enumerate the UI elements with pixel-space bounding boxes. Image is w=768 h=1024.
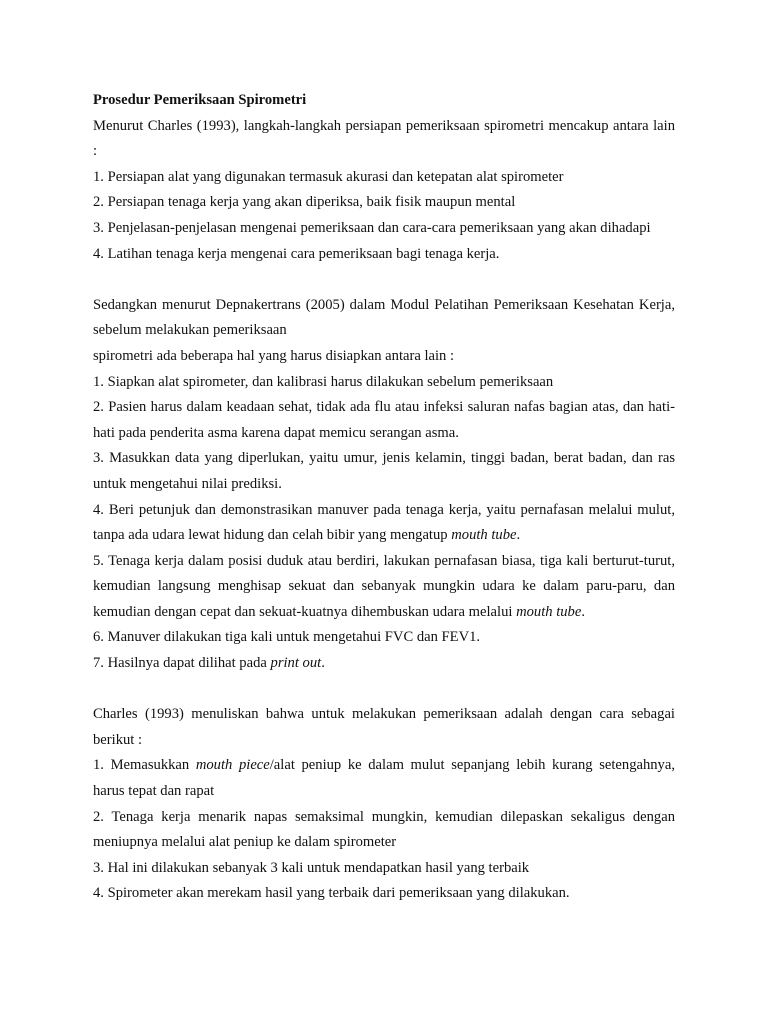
section2-item-4-end: .	[516, 527, 521, 544]
section2-item-3: 3. Masukkan data yang diperlukan, yaitu umur, jenis kelamin, tinggi badan, berat badan, dan ras untuk mengetahui nilai prediksi.	[93, 450, 675, 492]
section2-intro-line2: spirometri ada beberapa hal yang harus disiapkan antara lain :	[93, 347, 455, 364]
section2-item-5-text: 5. Tenaga kerja dalam posisi duduk atau berdiri, lakukan pernafasan biasa, tiga kali berturut-turut, kemudian langsung menghisap sekuat dan sebanyak mungkin udara ke dalam paru-paru, dan kemudian dengan cepat dan sekuat-kuatnya dihembuskan udara melalui	[93, 552, 675, 620]
section3-item-1-text: 1. Memasukkan	[93, 757, 196, 774]
section2-item-7	[93, 651, 675, 677]
section1-item-2: 2. Persiapan tenaga kerja yang akan diperiksa, baik fisik maupun mental	[93, 194, 516, 211]
section2-item-1: 1. Siapkan alat spirometer, dan kalibrasi harus dilakukan sebelum pemeriksaan	[93, 373, 554, 390]
section2-item-4	[93, 498, 675, 549]
paragraph-gap	[93, 267, 675, 293]
section1-item-1: 1. Persiapan alat yang digunakan termasuk akurasi dan ketepatan alat spirometer	[93, 168, 564, 185]
section2-intro-line1: Sedangkan menurut Depnakertrans (2005) dalam Modul Pelatihan Pemeriksaan Kesehatan Kerja, sebelum melakukan pemeriksaan	[93, 296, 675, 339]
section3-item-4: 4. Spirometer akan merekam hasil yang terbaik dari pemeriksaan yang dilakukan.	[93, 885, 570, 902]
section3-item-3: 3. Hal ini dilakukan sebanyak 3 kali untuk mendapatkan hasil yang terbaik	[93, 859, 530, 876]
section2-item-4-term: mouth tube	[451, 527, 517, 544]
section2-item-7-text: 7. Hasilnya dapat dilihat pada	[93, 655, 271, 672]
section2-item-5-end: .	[581, 603, 585, 620]
section2-item-4-text: 4. Beri petunjuk dan demonstrasikan manuver pada tenaga kerja, yaitu pernafasan melalui mulut, tanpa ada udara lewat hidung dan celah bibir yang mengatup	[93, 501, 675, 544]
section2-item-7-term: print out	[270, 655, 322, 672]
section2-item-7-end: .	[321, 655, 325, 672]
section2-item-5	[93, 549, 675, 626]
section1-item-4: 4. Latihan tenaga kerja mengenai cara pemeriksaan bagi tenaga kerja.	[93, 245, 500, 262]
section2-item-2: 2. Pasien harus dalam keadaan sehat, tidak ada flu atau infeksi saluran nafas bagian atas, dan hati-hati pada penderita asma karena dapat memicu serangan asma.	[93, 399, 675, 441]
section1-intro: Menurut Charles (1993), langkah-langkah persiapan pemeriksaan spirometri mencakup antara lain :	[93, 117, 675, 160]
section3-item-1-term: mouth piece	[195, 757, 270, 774]
document-title: Prosedur Pemeriksaan Spirometri	[93, 92, 307, 108]
document-page	[93, 88, 675, 907]
section2-item-6: 6. Manuver dilakukan tiga kali untuk mengetahui FVC dan FEV1.	[93, 629, 481, 646]
section3-intro: Charles (1993) menuliskan bahwa untuk melakukan pemeriksaan adalah dengan cara sebagai berikut :	[93, 706, 675, 748]
section3-item-2: 2. Tenaga kerja menarik napas semaksimal mungkin, kemudian dilepaskan sekaligus dengan meniupnya melalui alat peniup ke dalam spirometer	[93, 808, 675, 851]
section3-item-1-end: /alat peniup ke dalam mulut sepanjang lebih kurang setengahnya, harus tepat dan rapat	[93, 757, 675, 800]
section2-item-5-term: mouth tube	[516, 603, 582, 620]
section3-item-1	[93, 753, 675, 804]
section1-item-3: 3. Penjelasan-penjelasan mengenai pemeriksaan dan cara-cara pemeriksaan yang akan dihadapi	[93, 219, 651, 236]
paragraph-gap	[93, 677, 675, 703]
